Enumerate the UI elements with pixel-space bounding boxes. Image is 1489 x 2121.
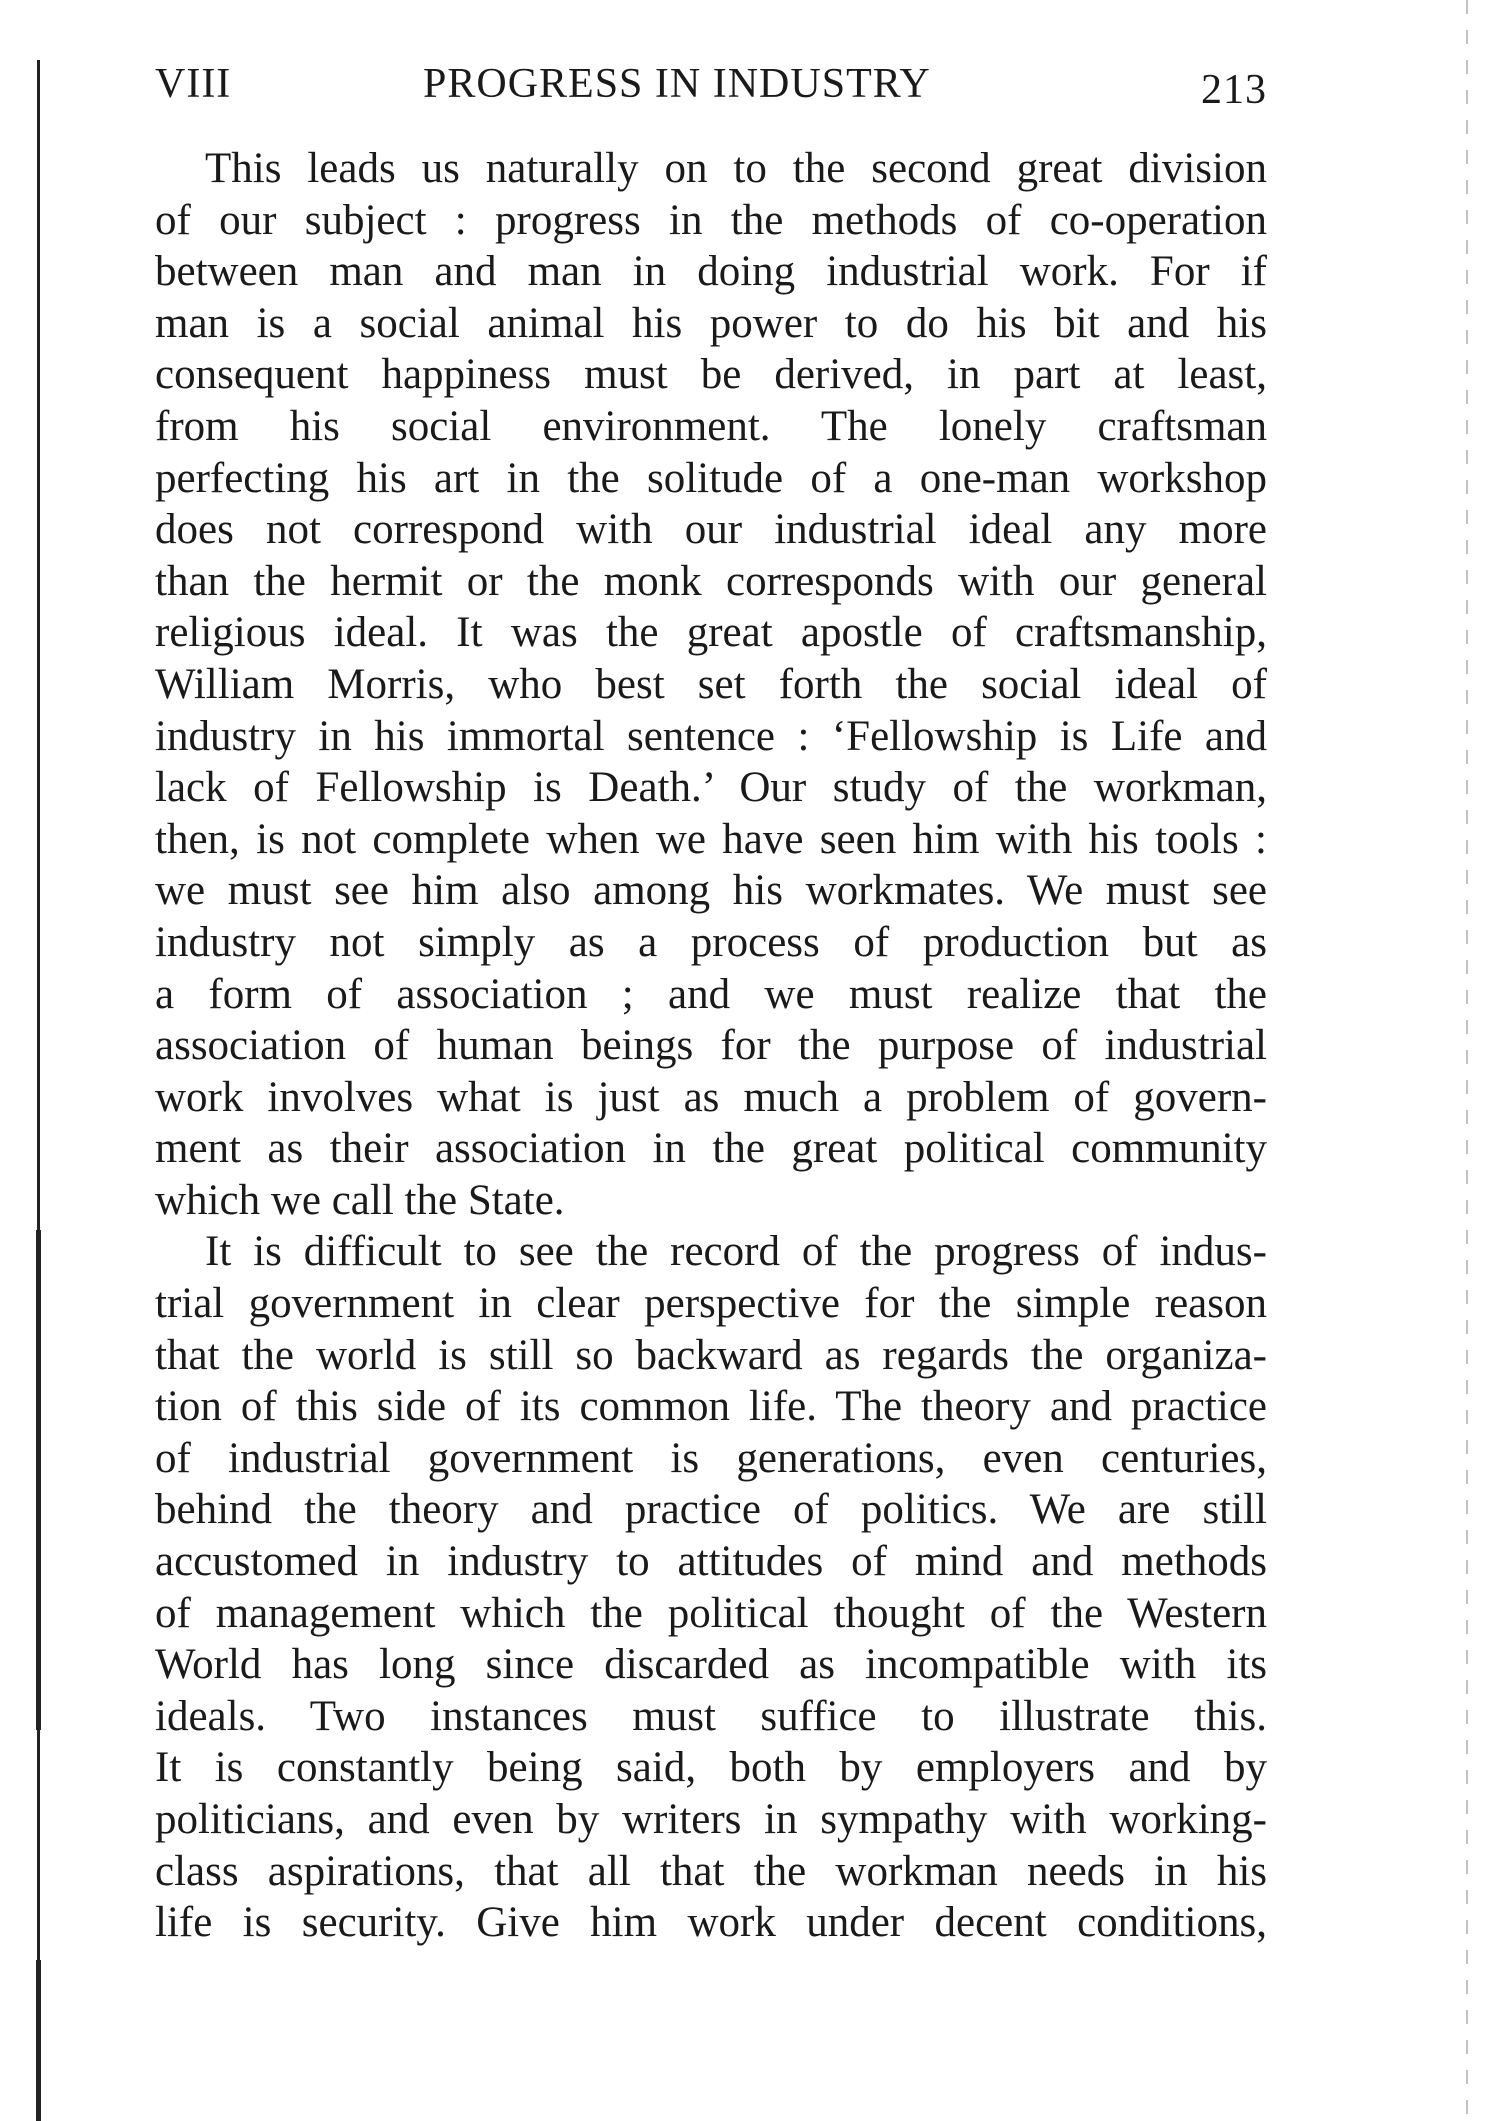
text-line: This leads us naturally on to the second great division: [205, 145, 1267, 192]
text-line: of management which the political thought of the Western: [155, 1589, 1267, 1637]
text-line: ment as their association in the great political community: [155, 1125, 1267, 1173]
text-line: of industrial government is generations, even centuries,: [155, 1434, 1267, 1482]
text-line: industry in his immortal sentence : ‘Fellowship is Life and: [155, 712, 1267, 760]
text-line: from his social environment. The lonely craftsman: [155, 402, 1267, 450]
page-right-edge: [1466, 0, 1468, 2121]
text-line: tion of this side of its common life. The theory and practice: [155, 1383, 1267, 1431]
text-line: which we call the State.: [155, 1176, 565, 1224]
text-line: between man and man in doing industrial work. For if: [155, 248, 1267, 296]
text-line: perfecting his art in the solitude of a one-man workshop: [155, 454, 1267, 502]
chapter-number: VIII: [155, 61, 232, 107]
text-line: then, is not complete when we have seen him with his tools :: [155, 815, 1267, 863]
text-line: William Morris, who best set forth the social ideal of: [155, 660, 1267, 708]
text-line: a form of association ; and we must realize that the: [155, 970, 1267, 1018]
text-line: trial government in clear perspective for the simple reason: [155, 1280, 1267, 1328]
text-line: man is a social animal his power to do his bit and his: [155, 299, 1267, 347]
text-line: lack of Fellowship is Death.’ Our study of the workman,: [155, 764, 1267, 812]
text-line: than the hermit or the monk corresponds with our general: [155, 557, 1267, 605]
page-binding-edge-shadow: [36, 1230, 41, 1730]
running-header: [155, 58, 1267, 113]
text-line: life is security. Give him work under decent conditions,: [155, 1899, 1267, 1947]
text-line: of our subject : progress in the methods of co-operation: [155, 196, 1267, 244]
text-line: behind the theory and practice of politics. We are still: [155, 1486, 1267, 1534]
page-number: 213: [1201, 67, 1267, 113]
text-line: we must see him also among his workmates. We must see: [155, 867, 1267, 915]
text-line: It is difficult to see the record of the progress of indus-: [205, 1228, 1267, 1276]
text-line: does not correspond with our industrial ideal any more: [155, 506, 1267, 554]
text-line: politicians, and even by writers in sympathy with working-: [155, 1796, 1267, 1843]
text-line: that the world is still so backward as regards the organiza-: [155, 1331, 1267, 1379]
text-line: industry not simply as a process of production but as: [155, 918, 1267, 966]
text-line: consequent happiness must be derived, in part at least,: [155, 351, 1267, 399]
text-line: religious ideal. It was the great apostle of craftsmanship,: [155, 609, 1267, 657]
running-title: PROGRESS IN INDUSTRY: [423, 61, 931, 107]
text-line: association of human beings for the purpose of industrial: [155, 1022, 1267, 1070]
text-line: World has long since discarded as incompatible with its: [155, 1641, 1267, 1689]
text-line: ideals. Two instances must suffice to illustrate this.: [155, 1692, 1267, 1740]
text-line: It is constantly being said, both by employers and by: [155, 1744, 1267, 1792]
text-line: work involves what is just as much a problem of govern-: [155, 1073, 1267, 1121]
page-binding-edge-shadow-lower: [36, 1960, 41, 2121]
page-binding-edge: [37, 60, 40, 2121]
body-text: [155, 143, 1267, 1949]
text-line: accustomed in industry to attitudes of mind and methods: [155, 1538, 1267, 1586]
text-line: class aspirations, that all that the workman needs in his: [155, 1847, 1267, 1895]
